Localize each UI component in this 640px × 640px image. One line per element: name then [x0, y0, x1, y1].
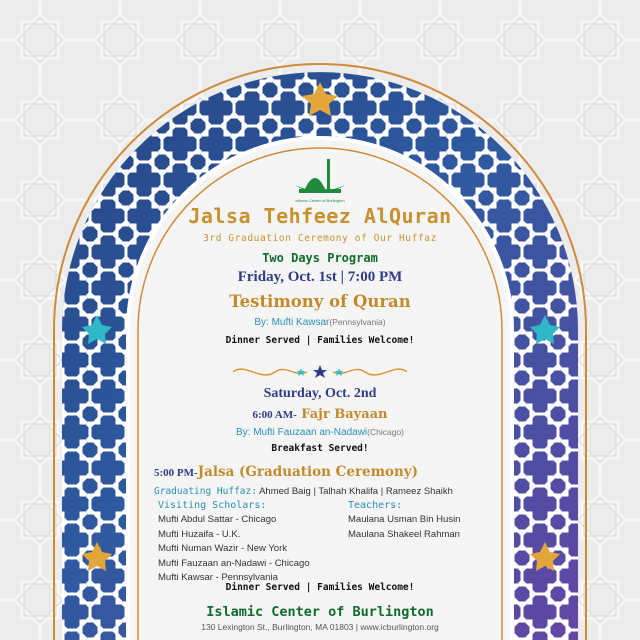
- flyer-content: [150, 150, 490, 640]
- day1-date-time: Friday, Oct. 1st | 7:00 PM: [237, 269, 403, 285]
- list-item: Maulana Usman Bin Husin: [348, 514, 461, 525]
- logo-text: Islamic Center of Burlington: [295, 198, 345, 203]
- graduating-huffaz: [154, 486, 494, 497]
- day1-speaker-name: By: Mufti Kawsar: [254, 317, 330, 328]
- day2-date: Saturday, Oct. 2nd: [263, 386, 377, 401]
- fajr-speaker-name: By: Mufti Fauzaan an-Nadawi: [235, 427, 368, 438]
- day1-speaker-location: (Pennsylvania): [329, 317, 386, 327]
- event-title: Jalsa Tehfeez AlQuran: [188, 204, 452, 228]
- huffaz-label: Graduating Huffaz:: [154, 486, 257, 497]
- event-subtitle: 3rd Graduation Ceremony of Our Huffaz: [203, 233, 437, 244]
- day1-note: Dinner Served | Families Welcome!: [225, 335, 415, 346]
- jalsa-time: 5:00 PM-: [154, 467, 198, 479]
- program-label: Two Days Program: [262, 251, 378, 265]
- visiting-scholars-list: [158, 500, 310, 587]
- address-line: 130 Lexington St., Burlington, MA 01803 | www.icburlington.org: [201, 622, 439, 632]
- list-item: Mufti Numan Wazir - New York: [158, 543, 287, 554]
- jalsa-line: [154, 463, 494, 481]
- day1-speaker: [150, 317, 490, 328]
- day1-event: Testimony of Quran: [229, 292, 411, 311]
- list-item: Mufti Fauzaan an-Nadawi - Chicago: [158, 557, 310, 569]
- scholars-heading: Visiting Scholars:: [158, 500, 267, 511]
- organization-name: Islamic Center of Burlington: [206, 604, 434, 620]
- day2-note: Dinner Served | Families Welcome!: [225, 582, 415, 593]
- divider-ornament: [225, 360, 415, 384]
- fajr-time: 6:00 AM-: [252, 409, 297, 421]
- teachers-heading: Teachers:: [348, 500, 403, 511]
- list-item: Maulana Shakeel Rahman: [348, 528, 460, 540]
- fajr-speaker: [150, 427, 490, 438]
- jalsa-event: Jalsa (Graduation Ceremony): [197, 464, 419, 480]
- fajr-speaker-location: (Chicago): [367, 427, 405, 437]
- fajr-note: Breakfast Served!: [271, 443, 369, 454]
- huffaz-names: Ahmed Baig | Talhah Khalifa | Rameez Shaikh: [259, 486, 453, 497]
- teachers-list: [348, 500, 460, 543]
- fajr-event: Fajr Bayaan: [301, 407, 388, 422]
- list-item: Mufti Abdul Sattar - Chicago: [158, 514, 277, 525]
- list-item: Mufti Huzaifa - U.K.: [158, 528, 241, 540]
- fajr-line: [150, 405, 490, 423]
- list-item: Mufti Kawsar - Pennsylvania: [158, 572, 278, 583]
- mosque-logo-icon: [285, 155, 355, 205]
